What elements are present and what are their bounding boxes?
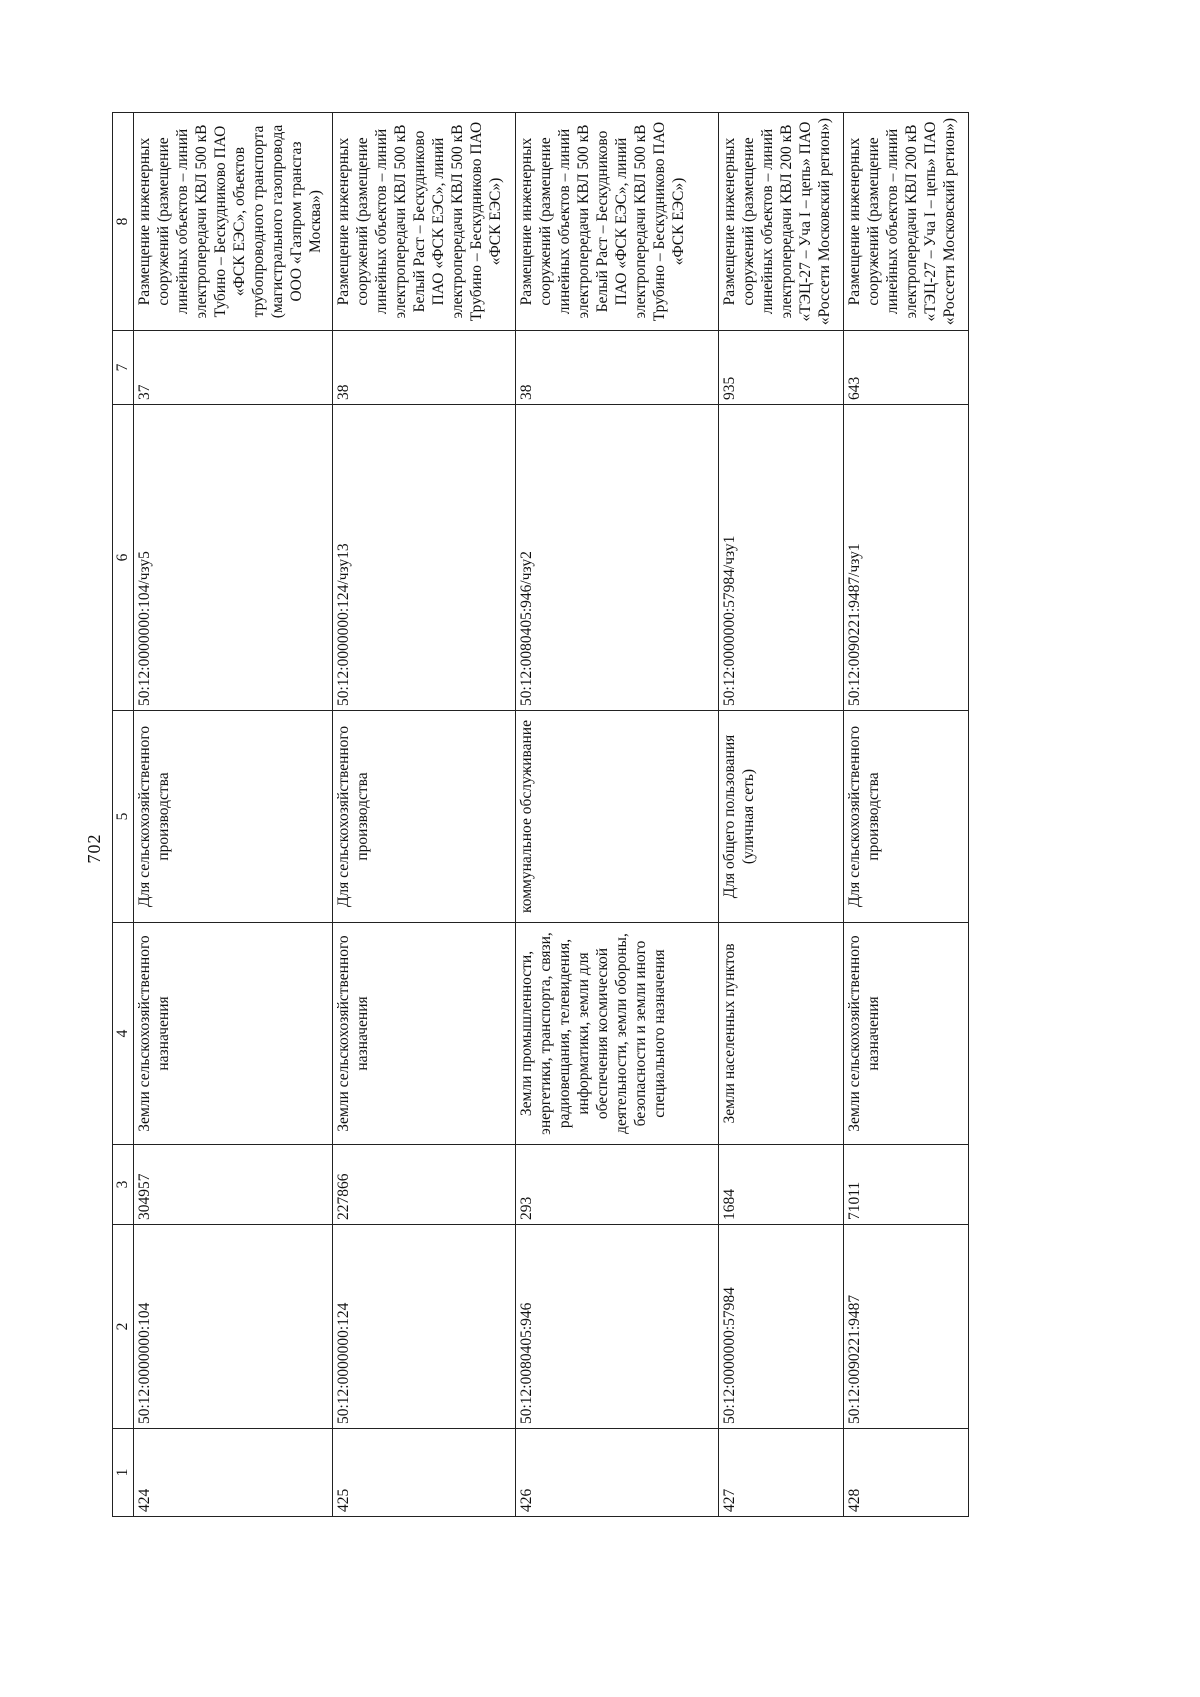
column-header: 6 <box>113 405 134 711</box>
part-number: 50:12:0080405:946/чзу2 <box>516 405 719 711</box>
land-category: Земли промышленности, энергетики, транспорта, связи, радиовещания, телевидения, информатики, земли для обеспечения космической деятельности, земли обороны, безопасности и земли иного специального назначения <box>516 923 719 1145</box>
plot-area: 227866 <box>333 1145 516 1225</box>
part-number: 50:12:0090221:9487/чзу1 <box>844 405 969 711</box>
part-area: 935 <box>719 331 844 405</box>
permitted-use: коммунальное обслуживание <box>516 711 719 923</box>
column-header: 4 <box>113 923 134 1145</box>
purpose: Размещение инженерных сооружений (размещение линейных объектов – линий электропередачи КВЛ 500 кВ Тубино – Бескудниково ПАО «ФСК ЕЭС», объектов трубопроводного транспорта (магистрального газопровода ООО «Газпром трансгаз Москва») <box>134 113 333 331</box>
plot-area: 71011 <box>844 1145 969 1225</box>
plot-area: 293 <box>516 1145 719 1225</box>
page-number: 702 <box>84 833 104 864</box>
cadastral-number: 50:12:0000000:104 <box>134 1225 333 1429</box>
land-category: Земли сельскохозяйственного назначения <box>134 923 333 1145</box>
part-number: 50:12:0000000:57984/чзу1 <box>719 405 844 711</box>
column-header: 3 <box>113 1145 134 1225</box>
cadastral-number: 50:12:0000000:57984 <box>719 1225 844 1429</box>
land-category: Земли населенных пунктов <box>719 923 844 1145</box>
part-area: 37 <box>134 331 333 405</box>
purpose: Размещение инженерных сооружений (размещение линейных объектов – линий электропередачи КВЛ 500 кВ Белый Раст – Бескудниково ПАО «ФСК ЕЭС», линий электропередачи КВЛ 500 кВ Трубино – Бескудниково ПАО «ФСК ЕЭС») <box>333 113 516 331</box>
cadastral-number: 50:12:0090221:9487 <box>844 1225 969 1429</box>
table-row <box>134 113 333 1517</box>
column-header: 7 <box>113 331 134 405</box>
column-header: 8 <box>113 113 134 331</box>
column-header: 5 <box>113 711 134 923</box>
plot-area: 1684 <box>719 1145 844 1225</box>
plot-area: 304957 <box>134 1145 333 1225</box>
cadastral-number: 50:12:0000000:124 <box>333 1225 516 1429</box>
column-header: 1 <box>113 1429 134 1517</box>
purpose: Размещение инженерных сооружений (размещение линейных объектов – линий электропередачи КВЛ 200 кВ «ТЭЦ-27 – Уча I – цепь» ПАО «Россети Московский регион») <box>719 113 844 331</box>
land-category: Земли сельскохозяйственного назначения <box>844 923 969 1145</box>
purpose: Размещение инженерных сооружений (размещение линейных объектов – линий электропередачи КВЛ 500 кВ Белый Раст – Бескудниково ПАО «ФСК ЕЭС», линий электропередачи КВЛ 500 кВ Трубино – Бескудниково ПАО «ФСК ЕЭС») <box>516 113 719 331</box>
table-row <box>719 113 844 1517</box>
row-number: 428 <box>844 1429 969 1517</box>
table-row <box>333 113 516 1517</box>
permitted-use: Для сельскохозяйственного производства <box>134 711 333 923</box>
part-number: 50:12:0000000:124/чзу13 <box>333 405 516 711</box>
permitted-use: Для сельскохозяйственного производства <box>333 711 516 923</box>
cadastral-number: 50:12:0080405:946 <box>516 1225 719 1429</box>
permitted-use: Для общего пользования (уличная сеть) <box>719 711 844 923</box>
part-area: 643 <box>844 331 969 405</box>
purpose: Размещение инженерных сооружений (размещение линейных объектов – линий электропередачи КВЛ 200 кВ «ТЭЦ-27 – Уча I – цепь» ПАО «Россети Московский регион») <box>844 113 969 331</box>
row-number: 424 <box>134 1429 333 1517</box>
land-category: Земли сельскохозяйственного назначения <box>333 923 516 1145</box>
part-area: 38 <box>516 331 719 405</box>
permitted-use: Для сельскохозяйственного производства <box>844 711 969 923</box>
table-row <box>516 113 719 1517</box>
part-number: 50:12:0000000:104/чзу5 <box>134 405 333 711</box>
row-number: 426 <box>516 1429 719 1517</box>
land-registry-table <box>112 112 969 1517</box>
row-number: 425 <box>333 1429 516 1517</box>
column-header: 2 <box>113 1225 134 1429</box>
header-row <box>113 113 134 1517</box>
row-number: 427 <box>719 1429 844 1517</box>
part-area: 38 <box>333 331 516 405</box>
table-row <box>844 113 969 1517</box>
